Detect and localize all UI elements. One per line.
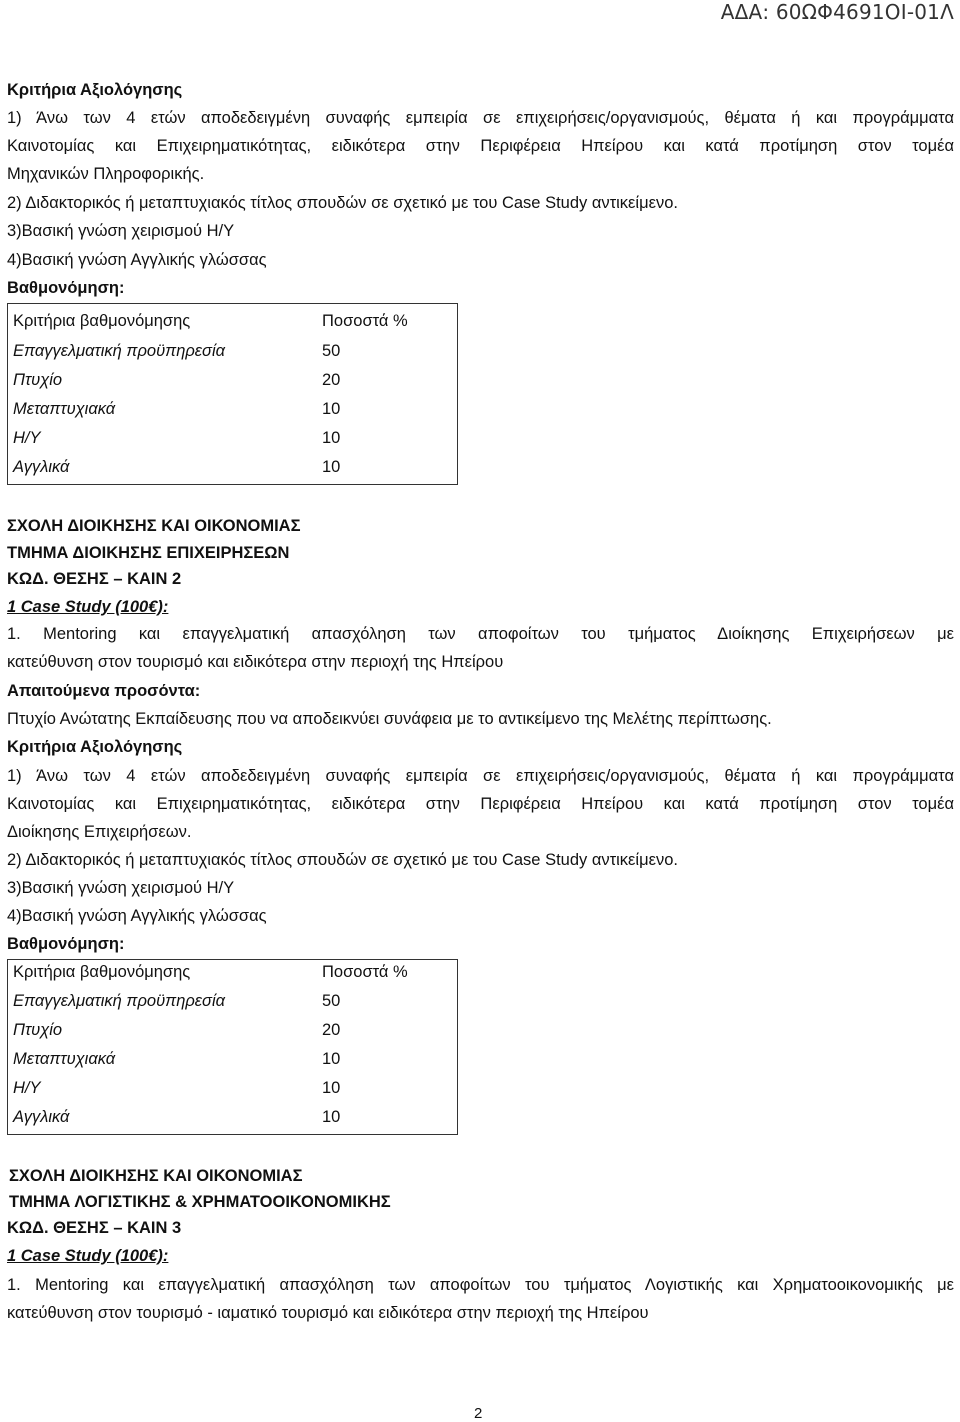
department-title: ΤΜΗΜΑ ΛΟΓΙΣΤΙΚΗΣ & ΧΡΗΜΑΤΟΟΙΚΟΝΟΜΙΚΗΣ [9, 1193, 391, 1211]
row-percentage: 20 [322, 1021, 341, 1039]
row-criterion: Αγγλικά [13, 458, 70, 476]
mentoring-line-1: 1. Mentoring και επαγγελματική απασχόληση των αποφοίτων του τμήματος Διοίκησης Επιχειρήσεων με [7, 625, 954, 643]
criterion-1-line-3: Μηχανικών Πληροφορικής. [7, 165, 205, 183]
criterion-2: 2) Διδακτορικός ή μεταπτυχιακός τίτλος σπουδών σε σχετικό με του Case Study αντικείμενο. [7, 194, 678, 212]
criterion-1-line-2: Καινοτομίας και Επιχειρηματικότητας, ειδικότερα στην Περιφέρεια Ηπείρου και κατά προτίμηση στον τομέα [7, 137, 954, 155]
row-percentage: 10 [322, 429, 341, 447]
department-title: ΤΜΗΜΑ ΔΙΟΙΚΗΣΗΣ ΕΠΙΧΕΙΡΗΣΕΩΝ [7, 544, 290, 562]
header-criteria: Κριτήρια βαθμονόμησης [13, 312, 191, 330]
row-criterion: Πτυχίο [13, 1021, 63, 1039]
row-criterion: Μεταπτυχιακά [13, 400, 116, 418]
case-study-label: 1 Case Study (100€): [7, 1247, 169, 1265]
row-percentage: 10 [322, 1079, 341, 1097]
criterion-2: 2) Διδακτορικός ή μεταπτυχιακός τίτλος σπουδών σε σχετικό με του Case Study αντικείμενο. [7, 851, 678, 869]
header-percentage: Ποσοστά % [322, 963, 408, 981]
position-code: ΚΩΔ. ΘΕΣΗΣ – ΚΑΙΝ 2 [7, 570, 182, 588]
row-criterion: Επαγγελματική προϋπηρεσία [13, 992, 226, 1010]
mentoring-line-1: 1. Mentoring και επαγγελματική απασχόληση των αποφοίτων του τμήματος Λογιστικής και Χρηματοοικονομικής με [7, 1276, 954, 1294]
position-code: ΚΩΔ. ΘΕΣΗΣ – ΚΑΙΝ 3 [7, 1219, 182, 1237]
mentoring-line-2: κατεύθυνση στον τουρισμό και ειδικότερα στην περιοχή της Ηπείρου [7, 653, 504, 671]
row-percentage: 20 [322, 371, 341, 389]
row-percentage: 10 [322, 458, 341, 476]
criterion-3: 3)Βασική γνώση χειρισμού Η/Υ [7, 879, 235, 897]
row-criterion: Η/Υ [13, 429, 41, 447]
row-criterion: Πτυχίο [13, 371, 63, 389]
criterion-1-line-1: 1) Άνω των 4 ετών αποδεδειγμένη συναφής εμπειρία σε επιχειρήσεις/οργανισμούς, θέματα ή και προγράμματα [7, 109, 954, 127]
grading-table [7, 959, 458, 1135]
row-percentage: 10 [322, 400, 341, 418]
grading-heading: Βαθμονόμηση: [7, 279, 125, 297]
case-study-label: 1 Case Study (100€): [7, 598, 169, 616]
requirements-text: Πτυχίο Ανώτατης Εκπαίδευσης που να αποδεικνύει συνάφεια με το αντικείμενο της Μελέτης περίπτωσης. [7, 710, 772, 728]
grading-table [7, 303, 458, 485]
ada-document-id: ΑΔΑ: 60ΩΦ4691ΟΙ-01Λ [720, 0, 954, 24]
school-title: ΣΧΟΛΗ ΔΙΟΙΚΗΣΗΣ ΚΑΙ ΟΙΚΟΝΟΜΙΑΣ [7, 517, 301, 535]
row-percentage: 10 [322, 1050, 341, 1068]
row-percentage: 10 [322, 1108, 341, 1126]
header-percentage: Ποσοστά % [322, 312, 408, 330]
criterion-1-line-2: Καινοτομίας και Επιχειρηματικότητας, ειδικότερα στην Περιφέρεια Ηπείρου και κατά προτίμηση στον τομέα [7, 795, 954, 813]
row-criterion: Επαγγελματική προϋπηρεσία [13, 342, 226, 360]
header-criteria: Κριτήρια βαθμονόμησης [13, 963, 191, 981]
criteria-heading: Κριτήρια Αξιολόγησης [7, 738, 183, 756]
criterion-4: 4)Βασική γνώση Αγγλικής γλώσσας [7, 907, 267, 925]
grading-heading: Βαθμονόμηση: [7, 935, 125, 953]
criterion-1-line-1: 1) Άνω των 4 ετών αποδεδειγμένη συναφής εμπειρία σε επιχειρήσεις/οργανισμούς, θέματα ή και προγράμματα [7, 767, 954, 785]
requirements-heading: Απαιτούμενα προσόντα: [7, 682, 201, 700]
row-percentage: 50 [322, 342, 341, 360]
row-criterion: Αγγλικά [13, 1108, 70, 1126]
row-criterion: Μεταπτυχιακά [13, 1050, 116, 1068]
criterion-4: 4)Βασική γνώση Αγγλικής γλώσσας [7, 251, 267, 269]
school-title: ΣΧΟΛΗ ΔΙΟΙΚΗΣΗΣ ΚΑΙ ΟΙΚΟΝΟΜΙΑΣ [9, 1167, 303, 1185]
row-percentage: 50 [322, 992, 341, 1010]
criterion-1-line-3: Διοίκησης Επιχειρήσεων. [7, 823, 192, 841]
page-number: 2 [474, 1405, 483, 1422]
criteria-heading: Κριτήρια Αξιολόγησης [7, 81, 183, 99]
mentoring-line-2: κατεύθυνση στον τουρισμό - ιαματικό τουρισμό και ειδικότερα στην περιοχή της Ηπείρου [7, 1304, 649, 1322]
row-criterion: Η/Υ [13, 1079, 41, 1097]
criterion-3: 3)Βασική γνώση χειρισμού Η/Υ [7, 222, 235, 240]
